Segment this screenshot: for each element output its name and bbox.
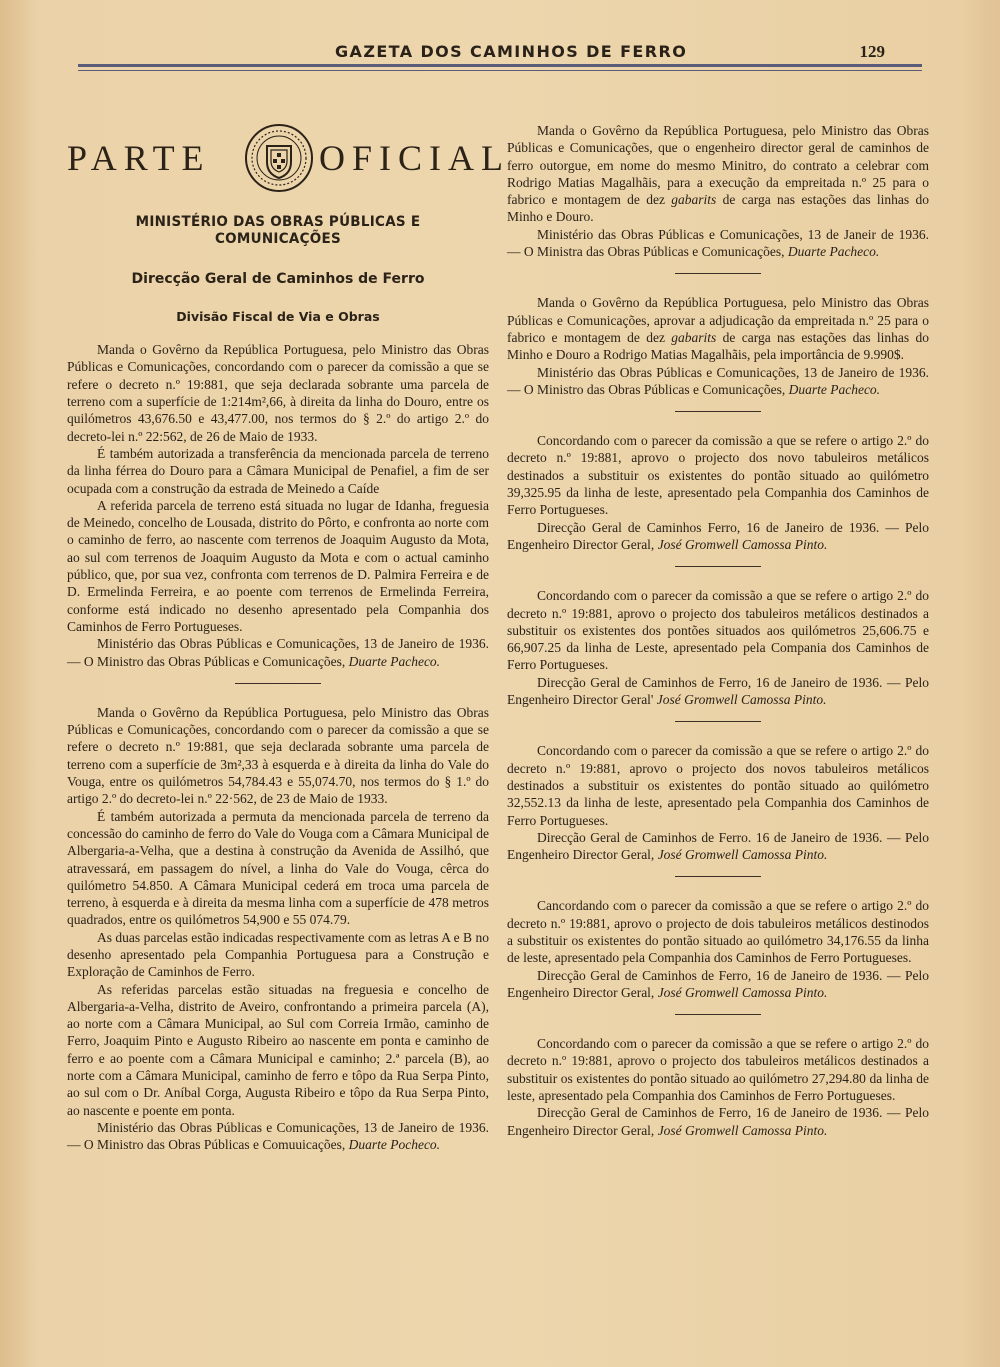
- signatory-name: José Gromwell Camossa Pinto.: [656, 692, 827, 708]
- signatory-name: José Gromwell Camossa Pinto.: [657, 984, 828, 1000]
- signatory-name: Duarte Pacheco.: [788, 381, 881, 397]
- decree-a1: [67, 341, 489, 670]
- paragraph: É também autorizada a permuta da mencionada parcela de terreno da concessão do caminho de ferro do Vale do Vouga com a Câmara Municipal de Albergaria-a-Velha, que a destina à construção da Avenida de Assilhó, que atravessará, em passagem do nível, a linha do Vale do Vouga, cêrca do quilómetro 54.850. A Câmara Municipal cederá em troca uma parcela de terreno, à esquerda e à direita da mesma linha com a superfície de 478 metros quadrados, entre os quilómetros 54,900 e 55 074.79.: [67, 808, 489, 928]
- signatory-name: José Gromwell Camossa Pinto.: [657, 847, 828, 863]
- signature-text: Ministério das Obras Públicas e Comunicações, 13 de Janeiro de 1936. — O Ministro das Obras Públicas e Comuuicações,: [67, 1119, 489, 1153]
- paragraph: As duas parcelas estão indicadas respectivamente com as letras A e B no desenho apresentado pela Companhia Portuguesa para a Construção e Exploração de Caminhos de Ferro.: [67, 929, 489, 980]
- paragraph: Concordando com o parecer da comissão a que se refere o artigo 2.º do decreto n.º 19:881, aprovo o projecto dos novo tabuleiros metálicos destinados a substituir os existentes do pontão situado ao quilómetro 39,325.95 da linha de leste, apresentado pela Companhia dos Caminhos de Ferro Portugueses.: [507, 433, 929, 518]
- paragraph: [507, 122, 929, 226]
- section-divider: [235, 683, 321, 684]
- section-divider: [675, 1014, 761, 1015]
- paragraph: As referidas parcelas estão situadas na freguesia e concelho de Albergaria-a-Velha, distrito de Aveiro, confrontando a primeira parcela (A), ao norte com a Câmara Municipal, ao Sul com Correia Irmão, caminho de Ferro, Joaquim Pinto e Augusto Ribeiro ao nascente em ponta e caminho de ferro e ao poente com a Câmara Municipal e caminho; 2.ª parcela (B), ao norte com a Câmara Municipal, caminho de ferro e tôpo da Rua Serpa Pinto, ao sul com o Dr. Aníbal Corga, Augusta Ribeiro e tôpo da Rua Serpa Pinto, ao nascente e poente em ponta.: [67, 981, 489, 1118]
- paragraph: Concordando com o parecer da comissão a que se refere o artigo 2.º do decreto n.º 19:881, aprovo o projecto dos tabuleiros metálicos destinados a substituir os existentes do pontão situado ao quilómetro 27,294.80 da linha de leste, apresentado pela Companhia dos Caminhos de Ferro Portugueses.: [507, 1036, 929, 1104]
- paragraph: A referida parcela de terreno está situada no lugar de Idanha, freguesia de Meinedo, concelho de Lousada, distrito do Pôrto, e confronta ao norte com o caminho de ferro, ao nascente com terrenos de Joaquim Augusto da Mota, ao sul com terrenos de Joaquim Augusto da Mota e com o actual caminho público, que, por sua vez, confronta com terrenos de D. Palmira Ferreira e de D. Ermelinda Ferreira, e ao poente com terrenos de Ermelinda Ferreira, conforme está indicado no desenho apresentado pela Companhia dos Caminhos de Ferro Portugueses.: [67, 497, 489, 634]
- header-rule: [78, 64, 922, 67]
- signature-text: Direcção Geral de Caminhos de Ferro, 16 de Janeiro de 1936. — Pelo Engenheiro Director Geral': [507, 674, 929, 708]
- paragraph-text: de carga nas estações das linhas do Minho e Douro a Rodrigo Matias Magalhãis, pela importância de 9.990$.: [507, 329, 930, 363]
- section-divider: [675, 876, 761, 877]
- left-column: [67, 138, 510, 1154]
- signature-line: [507, 1104, 929, 1139]
- paragraph: Concordando com o parecer da comissão a que se refere o artigo 2.º do decreto n.º 19:881, aprovo o projecto dos novos tabuleiros metálicos destinados a substituir os existentes do pontão situado ao quilómetro 32,552.13 da linha de leste, apresentado pela Companhia dos Caminhos de Ferro Portugueses.: [507, 743, 929, 828]
- decree-b1: [507, 122, 929, 260]
- direccao-heading: Direcção Geral de Caminhos de Ferro: [131, 270, 425, 287]
- section-divider: [675, 721, 761, 722]
- right-column: [507, 122, 929, 1139]
- signature-text: Ministério das Obras Públicas e Comunicações, 13 de Janeiro de 1936. — O Ministro das Obras Públicas e Comunicações,: [67, 636, 489, 669]
- signature-text: Ministério das Obras Públicas e Comunicações, 13 de Janeiro de 1936. — O Ministro das Obras Públicas e Comunicações,: [507, 364, 929, 397]
- paragraph: Manda o Govêrno da República Portuguesa, pelo Ministro das Obras Públicas e Comunicações, concordando com o parecer da comissão a que se refere o decreto n.º 19:881, que seja declarada sobrante uma parcela de terreno com a superfície de 3m²,33 à esquerda e à direita da linha do Vale do Vouga, entre os quilómetros 54,784.43 e 55,074.70, nos termos do § 1.º do artigo 2.º do decreto-lei n.º 22·562, de 23 de Maio de 1933.: [67, 704, 489, 807]
- masthead: [67, 138, 510, 202]
- decree-b4: [507, 587, 929, 708]
- signature-text: Ministério das Obras Públicas e Comunicações, 13 de Janeir de 1936. — O Ministra das Obras Públicas e Comunicações,: [507, 226, 929, 260]
- signatory-name: Duarte Pacheco.: [348, 653, 441, 669]
- signature-line: [507, 519, 929, 554]
- running-header: [80, 42, 925, 62]
- signature-text: Direcção Geral de Caminhos de Ferro, 16 de Janeiro de 1936. — Pelo Engenheiro Director Geral,: [507, 967, 929, 1000]
- masthead-right-word: OFICIAL: [319, 138, 510, 178]
- signature-line: [67, 1119, 489, 1154]
- section-divider: [675, 411, 761, 412]
- decree-a2: [67, 704, 489, 1154]
- decree-b7: [507, 1035, 929, 1139]
- signatory-name: José Gromwell Camossa Pinto.: [657, 1122, 828, 1138]
- decree-b3: [507, 432, 929, 553]
- paragraph: Manda o Govêrno da República Portuguesa, pelo Ministro das Obras Públicas e Comunicações, concordando com o parecer da comissão a que se refere o decreto n.º 19:881, que seja declarada sobrante uma parcela de terreno com a superfície de 1:214m²,66, à direita da linha do Douro, entre os quilómetros 43,676.50 e 43,477.00, nos termos do § 2.º do artigo 2.º do decreto-lei n.º 22:562, de 26 de Maio de 1933.: [67, 342, 489, 444]
- running-title: GAZETA DOS CAMINHOS DE FERRO: [335, 42, 688, 61]
- signature-text: Direcção Geral de Caminhos de Ferro. 16 de Janeiro de 1936. — Pelo Engenheiro Director Geral,: [507, 829, 929, 863]
- signatory-name: Duarte Pocheco.: [348, 1137, 441, 1153]
- signature-line: [507, 674, 929, 709]
- decree-b2: [507, 294, 929, 398]
- coat-of-arms-icon: [243, 122, 315, 194]
- section-divider: [675, 273, 761, 274]
- signatory-name: José Gromwell Camossa Pinto.: [657, 536, 828, 552]
- page-number: 129: [859, 42, 885, 61]
- paragraph: [507, 294, 929, 363]
- italic-term: gabarits: [671, 329, 717, 345]
- signature-line: [507, 829, 929, 864]
- masthead-left-word: PARTE: [67, 138, 211, 178]
- paragraph-text: Manda o Govêrno da República Portuguesa, pelo Ministro das Obras Públicas e Comunicações, que o engenheiro director geral de caminhos de ferro outorgue, em nome do mesmo Minitro, do contrato a celebrar com Rodrigo Matias Magalhãis, para a execução da empreitada n.º 25 para o fabrico e montagem de dez: [507, 123, 929, 208]
- decree-b6: [507, 897, 929, 1001]
- signature-line: [507, 967, 929, 1002]
- ministry-heading: MINISTÉRIO DAS OBRAS PÚBLICAS E COMUNICAÇÕES: [135, 214, 421, 248]
- italic-term: gabarits: [671, 192, 717, 208]
- paragraph: Cancordando com o parecer da comissão a que se refere o artigo 2.º do decreto n.º 19:881, aprovo o projecto de dois tabuleiros metálicos destinodos a substituir os existentes do pontão situado ao quilómetro 34,176.55 da linha de leste, apresentado pela Companhia dos Caminhos de Ferro Portugueses.: [507, 898, 929, 966]
- header-rule-thin: [78, 70, 922, 71]
- signature-line: [507, 226, 929, 261]
- signature-line: [507, 364, 929, 399]
- paragraph: É também autorizada a transferência da mencionada parcela de terreno da linha férrea do Douro para a Câmara Municipal de Penafiel, a fim de ser ocupada com a construção da estrada de Meinedo a Caíde: [67, 445, 489, 496]
- signatory-name: Duarte Pacheco.: [787, 244, 880, 260]
- decree-b5: [507, 742, 929, 863]
- signature-text: Direcção Geral de Caminhos de Ferro, 16 de Janeiro de 1936. — Pelo Engenheiro Director Geral,: [507, 1105, 929, 1138]
- signature-text: Direcção Geral de Caminhos Ferro, 16 de Janeiro de 1936. — Pelo Engenheiro Director Geral,: [507, 519, 929, 552]
- signature-line: [67, 635, 489, 670]
- section-divider: [675, 566, 761, 567]
- divisao-heading: Divisão Fiscal de Via e Obras: [176, 308, 380, 324]
- paragraph: Concordando com o parecer da comissão a que se refere o artigo 2.º do decreto n.º 19:881, aprovo o projecto dos tabuleiros metálicos destinados a substituir os existentes dos pontões situados aos quilómetros 25,606.75 e 66,907.25 da linha de Leste, apresentado pela Compania dos Caminhos de Ferro Portugueses.: [507, 588, 929, 673]
- paragraph-text: Manda o Govêrno da República Portuguesa, pelo Ministro das Obras Públicas e Comunicações, aprovar a adjudicação da empreitada n.º 25 para o fabrico e montagem de dez: [507, 295, 929, 345]
- paragraph-text: de carga nas estações das linhas do Minho e Douro.: [507, 192, 930, 225]
